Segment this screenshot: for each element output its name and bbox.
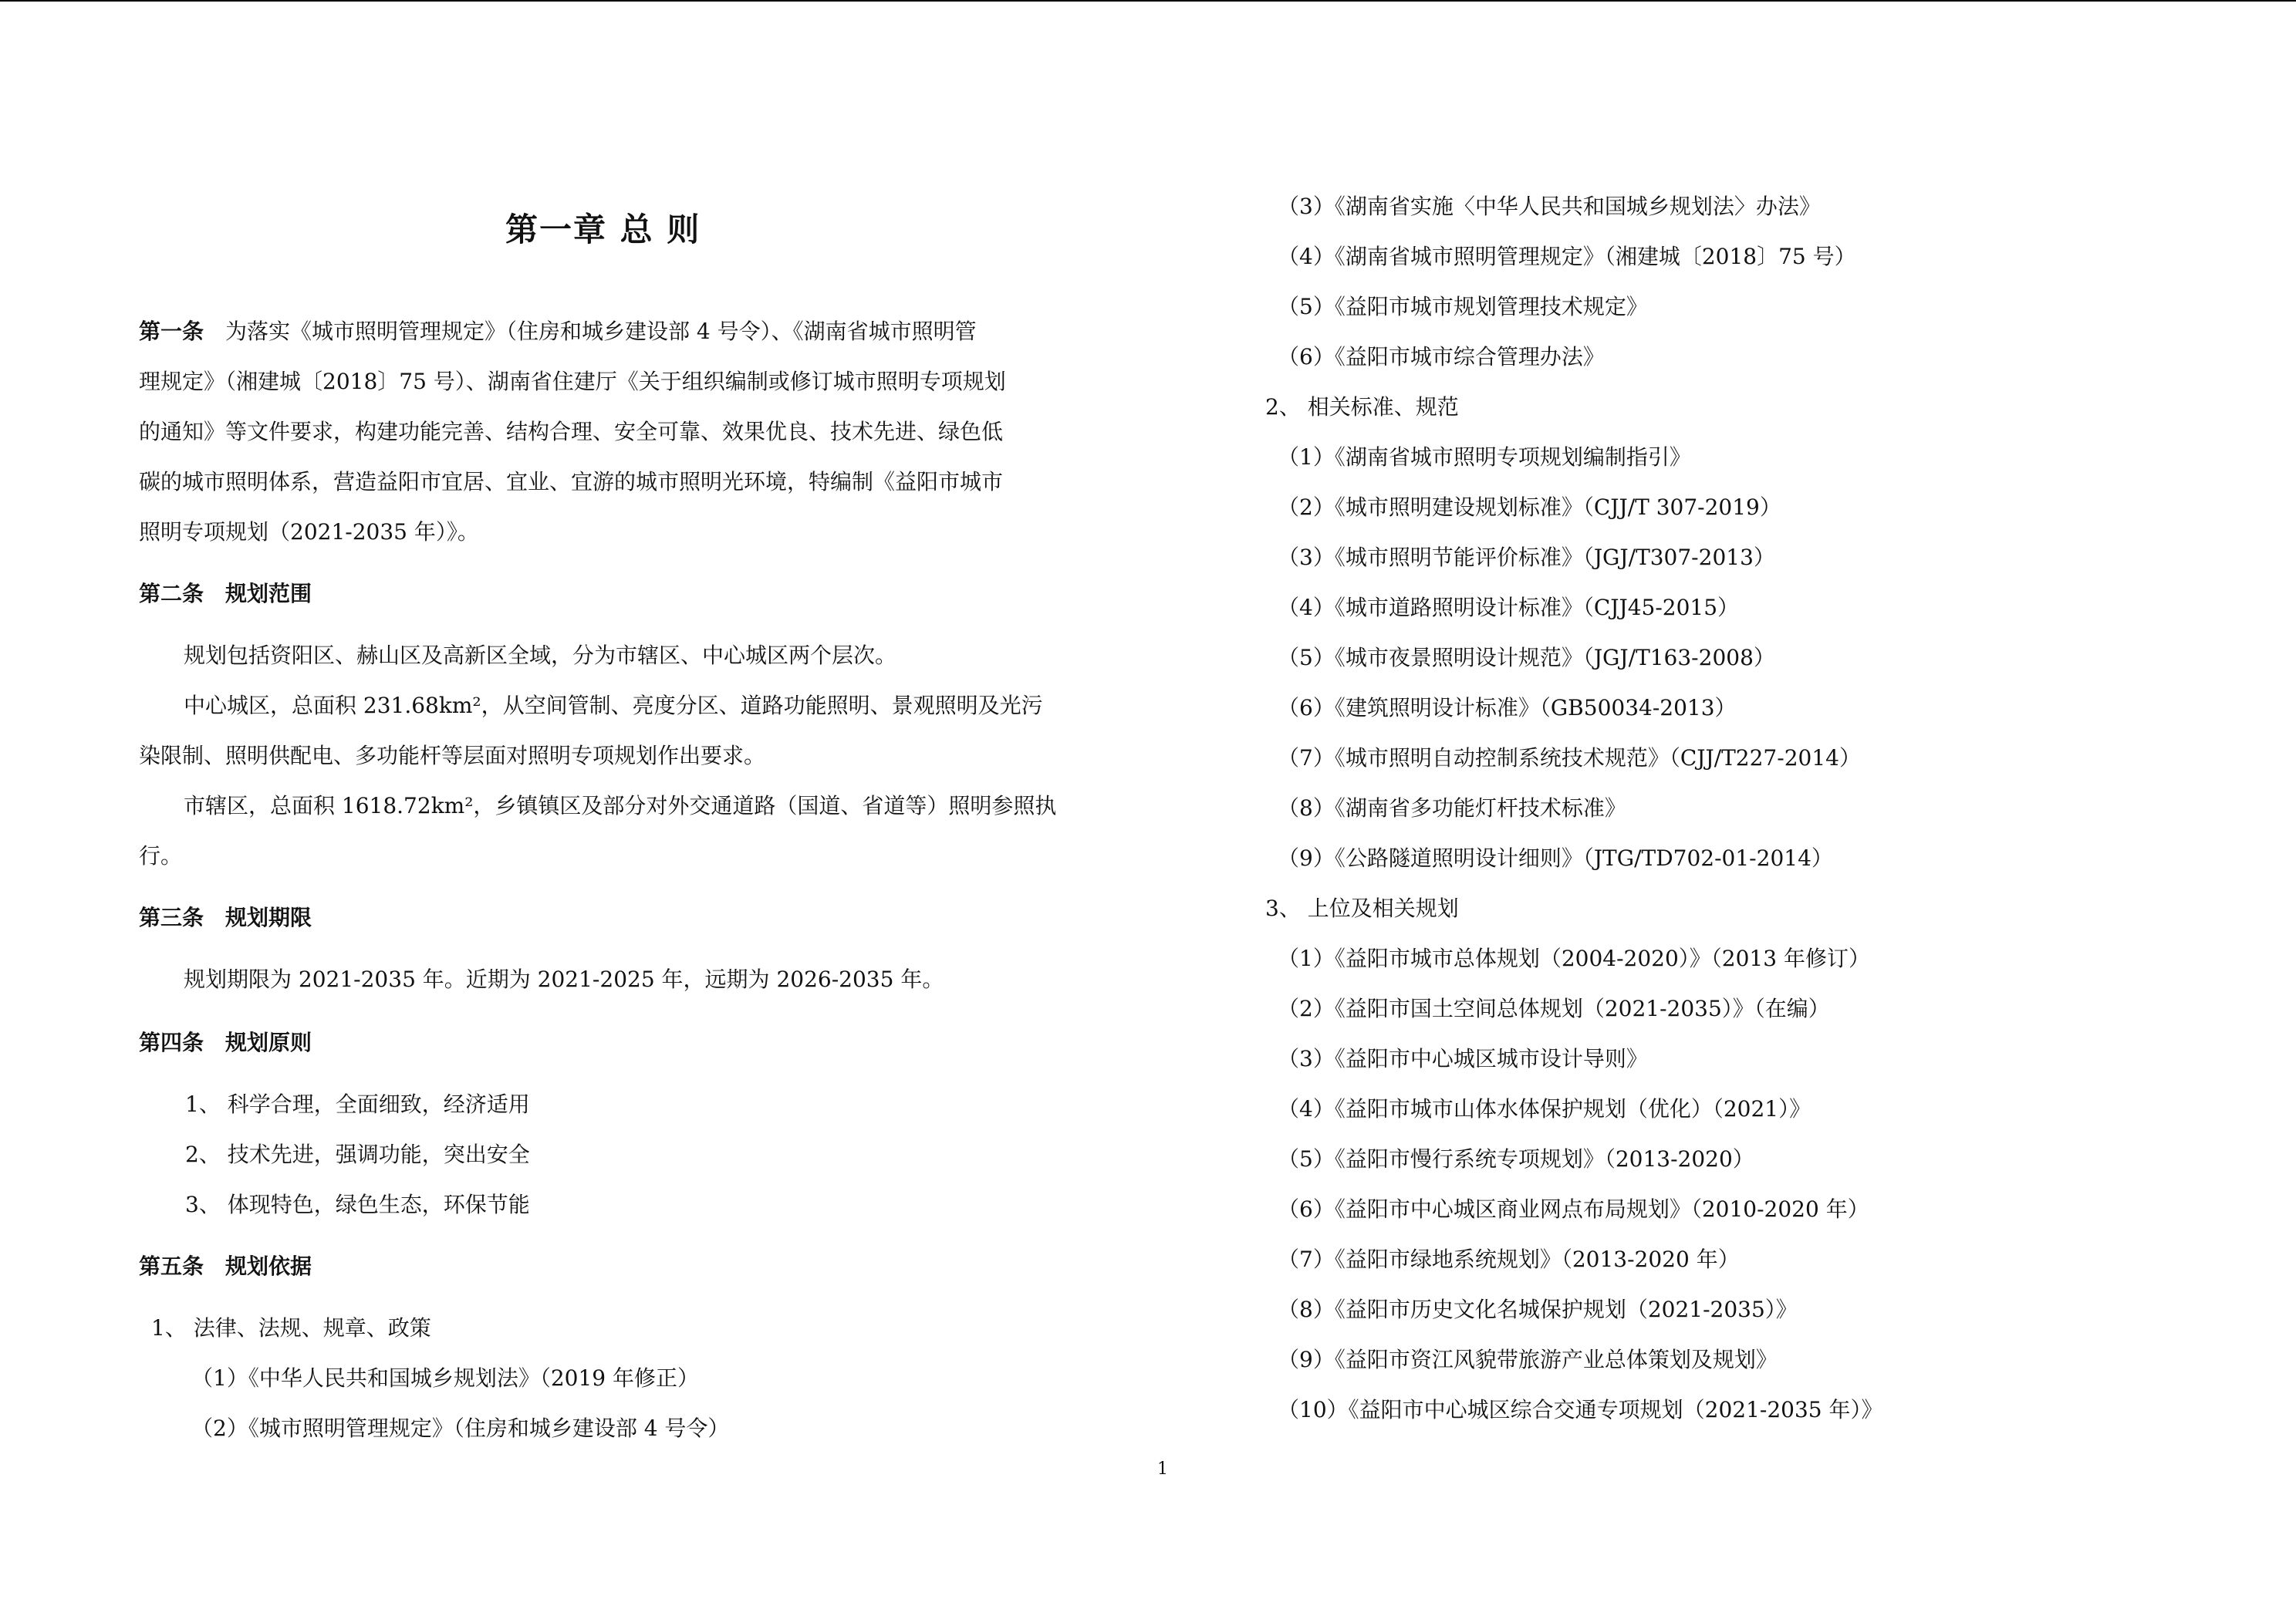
art5-heading [139, 1251, 312, 1282]
sec3-item-4: （4）《益阳市城市山体水体保护规划（优化）（2021）》 [1278, 1096, 1811, 1122]
art2-heading [139, 579, 312, 609]
art3-heading [139, 903, 312, 933]
art2-line-2: 中心城区，总面积 231.68km²，从空间管制、亮度分区、道路功能照明、景观照明及光污 [184, 693, 1043, 718]
sec2-item-4: （4）《城市道路照明设计标准》（CJJ45-2015） [1278, 595, 1740, 620]
art4-title: 规划原则 [225, 1030, 312, 1055]
sec2-item-2: （2）《城市照明建设规划标准》（CJJ/T 307-2019） [1278, 494, 1781, 520]
art4-label: 第四条 [139, 1030, 204, 1055]
art3-title: 规划期限 [225, 905, 312, 930]
sec3-item-3: （3）《益阳市中心城区城市设计导则》 [1278, 1046, 1648, 1071]
art5-sec1-item-2: （2）《城市照明管理规定》（住房和城乡建设部 4 号令） [191, 1415, 730, 1441]
sec2-item-3: （3）《城市照明节能评价标准》（JGJ/T307-2013） [1278, 545, 1775, 570]
sec2-item-8: （8）《湖南省多功能灯杆技术标准》 [1278, 795, 1626, 821]
sec1-item-4: （4）《湖南省城市照明管理规定》（湘建城〔2018〕75 号） [1278, 244, 1856, 269]
top-border [0, 0, 2296, 2]
art1-label: 第一条 [139, 319, 204, 344]
art4-item-1: 1、 科学合理，全面细致，经济适用 [185, 1092, 530, 1117]
sec3-item-5: （5）《益阳市慢行系统专项规划》（2013-2020） [1278, 1146, 1754, 1172]
sec2-item-6: （6）《建筑照明设计标准》（GB50034-2013） [1278, 695, 1737, 720]
art2-line-1: 规划包括资阳区、赫山区及高新区全域，分为市辖区、中心城区两个层次。 [184, 643, 897, 668]
art2-line-5: 行。 [139, 843, 183, 869]
sec2-item-5: （5）《城市夜景照明设计规范》（JGJ/T163-2008） [1278, 645, 1775, 670]
art1-line-2: 理规定》（湘建城〔2018〕75 号）、湖南省住建厅《关于组织编制或修订城市照明专项规划 [139, 369, 1006, 394]
art2-line-3: 染限制、照明供配电、多功能杆等层面对照明专项规划作出要求。 [139, 743, 766, 768]
sec1-item-6: （6）《益阳市城市综合管理办法》 [1278, 344, 1605, 369]
art2-label: 第二条 [139, 581, 204, 606]
art4-item-2: 2、 技术先进，强调功能，突出安全 [185, 1142, 530, 1167]
art4-item-3: 3、 体现特色，绿色生态，环保节能 [185, 1192, 530, 1217]
sec3-item-1: （1）《益阳市城市总体规划（2004-2020）》（2013 年修订） [1278, 946, 1870, 971]
art5-label: 第五条 [139, 1254, 204, 1279]
art3-label: 第三条 [139, 905, 204, 930]
page-number: 1 [1157, 1459, 1168, 1479]
sec1-item-5: （5）《益阳市城市规划管理技术规定》 [1278, 294, 1648, 319]
sec3-item-10: （10）《益阳市中心城区综合交通专项规划（2021-2035 年）》 [1278, 1397, 1883, 1422]
sec1-item-3: （3）《湖南省实施〈中华人民共和国城乡规划法〉办法》 [1278, 194, 1821, 219]
art4-heading [139, 1027, 312, 1058]
sec2-item-7: （7）《城市照明自动控制系统技术规范》（CJJ/T227-2014） [1278, 745, 1861, 771]
sec2-item-1: （1）《湖南省城市照明专项规划编制指引》 [1278, 444, 1691, 470]
art5-title: 规划依据 [225, 1254, 312, 1279]
section-2-heading: 2、 相关标准、规范 [1265, 394, 1459, 420]
art1-line-3: 的通知》等文件要求，构建功能完善、结构合理、安全可靠、效果优良、技术先进、绿色低 [139, 419, 1004, 444]
sec3-item-8: （8）《益阳市历史文化名城保护规划（2021-2035）》 [1278, 1297, 1798, 1322]
art1-line-5: 照明专项规划（2021-2035 年）》。 [139, 519, 479, 545]
sec3-item-9: （9）《益阳市资江风貌带旅游产业总体策划及规划》 [1278, 1347, 1778, 1372]
art1-line-1 [139, 316, 977, 347]
sec3-item-7: （7）《益阳市绿地系统规划》（2013-2020 年） [1278, 1247, 1740, 1272]
chapter-title: 第一章 总 则 [505, 211, 701, 248]
art2-title: 规划范围 [225, 581, 312, 606]
sec3-item-6: （6）《益阳市中心城区商业网点布局规划》（2010-2020 年） [1278, 1196, 1869, 1222]
art1-line-4: 碳的城市照明体系，营造益阳市宜居、宜业、宜游的城市照明光环境，特编制《益阳市城市 [139, 469, 1004, 494]
art5-section-1: 1、 法律、法规、规章、政策 [151, 1315, 431, 1341]
art1-text-1: 为落实《城市照明管理规定》（住房和城乡建设部 4 号令）、《湖南省城市照明管 [225, 319, 977, 344]
art5-sec1-item-1: （1）《中华人民共和国城乡规划法》（2019 年修正） [191, 1365, 699, 1391]
sec3-item-2: （2）《益阳市国土空间总体规划（2021-2035）》（在编） [1278, 996, 1830, 1021]
art3-text: 规划期限为 2021-2035 年。近期为 2021-2025 年，远期为 2026-2035 年。 [184, 967, 944, 992]
sec2-item-9: （9）《公路隧道照明设计细则》（JTG/TD702-01-2014） [1278, 845, 1833, 871]
section-3-heading: 3、 上位及相关规划 [1265, 896, 1459, 921]
art2-line-4: 市辖区，总面积 1618.72km²，乡镇镇区及部分对外交通道路（国道、省道等）照明参照执 [184, 793, 1057, 818]
